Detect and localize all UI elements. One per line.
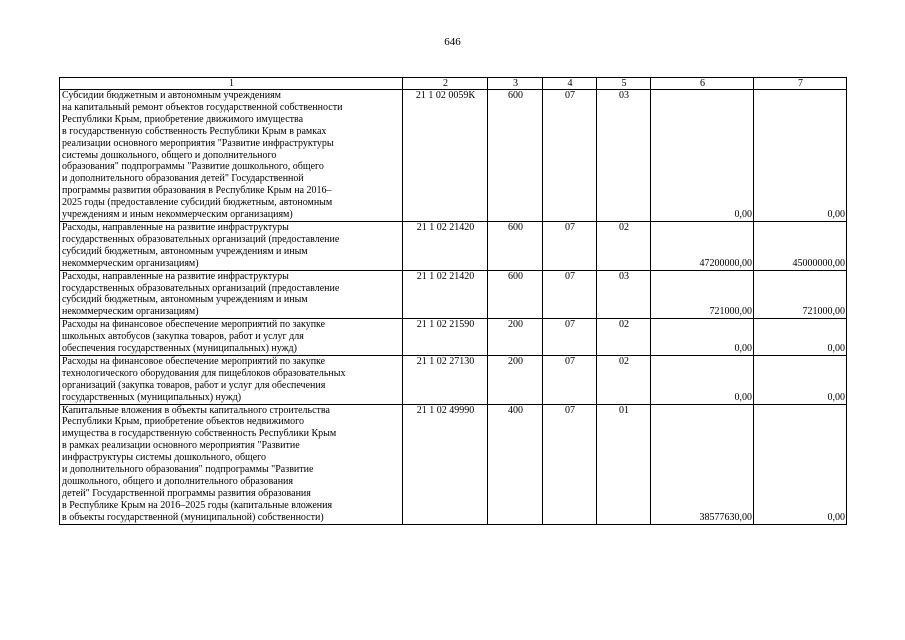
type-cell: 600 — [488, 270, 543, 319]
column-header: 6 — [651, 78, 754, 90]
section-cell: 07 — [543, 355, 597, 404]
section-cell: 07 — [543, 319, 597, 356]
subsection-cell: 03 — [597, 270, 651, 319]
subsection-cell: 02 — [597, 221, 651, 270]
column-header: 2 — [403, 78, 488, 90]
amount-cell: 0,00 — [754, 355, 847, 404]
amount-cell: 0,00 — [754, 404, 847, 524]
description-cell: Капитальные вложения в объекты капитального строительства Республики Крым, приобретение объектов недвижимого имущества в государственную собственность Республики Крым в рамках реализации основного мероприятия "Развитие инфраструктуры системы дошкольного, общего и дополнительного образования" подпрограммы "Развитие дошкольного, общего и дополнительного образования детей" Государственной программы развития образования в Республике Крым на 2016–2025 годы (капитальные вложения в объекты государственной (муниципальной) собственности) — [60, 404, 403, 524]
subsection-cell: 02 — [597, 355, 651, 404]
amount-cell: 38577630,00 — [651, 404, 754, 524]
amount-cell: 0,00 — [754, 90, 847, 222]
code-cell: 21 1 02 27130 — [403, 355, 488, 404]
code-cell: 21 1 02 21420 — [403, 221, 488, 270]
section-cell: 07 — [543, 90, 597, 222]
table-row — [60, 319, 847, 356]
table-row — [60, 355, 847, 404]
amount-cell: 721000,00 — [754, 270, 847, 319]
amount-cell: 47200000,00 — [651, 221, 754, 270]
section-cell: 07 — [543, 221, 597, 270]
amount-cell: 0,00 — [754, 319, 847, 356]
section-cell: 07 — [543, 270, 597, 319]
type-cell: 600 — [488, 221, 543, 270]
code-cell: 21 1 02 0059К — [403, 90, 488, 222]
description-cell: Расходы на финансовое обеспечение мероприятий по закупке технологического оборудования для пищеблоков образовательных организаций (закупка товаров, работ и услуг для обеспечения государственных (муниципальных) нужд) — [60, 355, 403, 404]
table-row — [60, 90, 847, 222]
subsection-cell: 01 — [597, 404, 651, 524]
page-number: 646 — [444, 36, 461, 48]
subsection-cell: 03 — [597, 90, 651, 222]
type-cell: 400 — [488, 404, 543, 524]
table-row — [60, 404, 847, 524]
description-cell: Субсидии бюджетным и автономным учреждениям на капитальный ремонт объектов государственной собственности Республики Крым, приобретение движимого имущества в государственную собственность Республики Крым в рамках реализации основного мероприятия "Развитие инфраструктуры системы дошкольного, общего и дополнительного образования" подпрограммы "Развитие дошкольного, общего и дополнительного образования детей" Государственной программы развития образования в Республике Крым на 2016– 2025 годы (предоставление субсидий бюджетным, автономным учреждениям и иным некоммерческим организациям) — [60, 90, 403, 222]
amount-cell: 721000,00 — [651, 270, 754, 319]
budget-table — [59, 77, 847, 525]
amount-cell: 45000000,00 — [754, 221, 847, 270]
type-cell: 200 — [488, 319, 543, 356]
column-header: 5 — [597, 78, 651, 90]
code-cell: 21 1 02 21420 — [403, 270, 488, 319]
amount-cell: 0,00 — [651, 90, 754, 222]
column-header: 3 — [488, 78, 543, 90]
type-cell: 600 — [488, 90, 543, 222]
table-header-row — [60, 78, 847, 90]
description-cell: Расходы на финансовое обеспечение мероприятий по закупке школьных автобусов (закупка товаров, работ и услуг для обеспечения государственных (муниципальных) нужд) — [60, 319, 403, 356]
amount-cell: 0,00 — [651, 355, 754, 404]
code-cell: 21 1 02 49990 — [403, 404, 488, 524]
table-row — [60, 221, 847, 270]
amount-cell: 0,00 — [651, 319, 754, 356]
type-cell: 200 — [488, 355, 543, 404]
code-cell: 21 1 02 21590 — [403, 319, 488, 356]
description-cell: Расходы, направленные на развитие инфраструктуры государственных образовательных организаций (предоставление субсидий бюджетным, автономным учреждениям и иным некоммерческим организациям) — [60, 221, 403, 270]
column-header: 4 — [543, 78, 597, 90]
column-header: 7 — [754, 78, 847, 90]
description-cell: Расходы, направленные на развитие инфраструктуры государственных образовательных организаций (предоставление субсидий бюджетным, автономным учреждениям и иным некоммерческим организациям) — [60, 270, 403, 319]
subsection-cell: 02 — [597, 319, 651, 356]
table-row — [60, 270, 847, 319]
column-header: 1 — [60, 78, 403, 90]
section-cell: 07 — [543, 404, 597, 524]
